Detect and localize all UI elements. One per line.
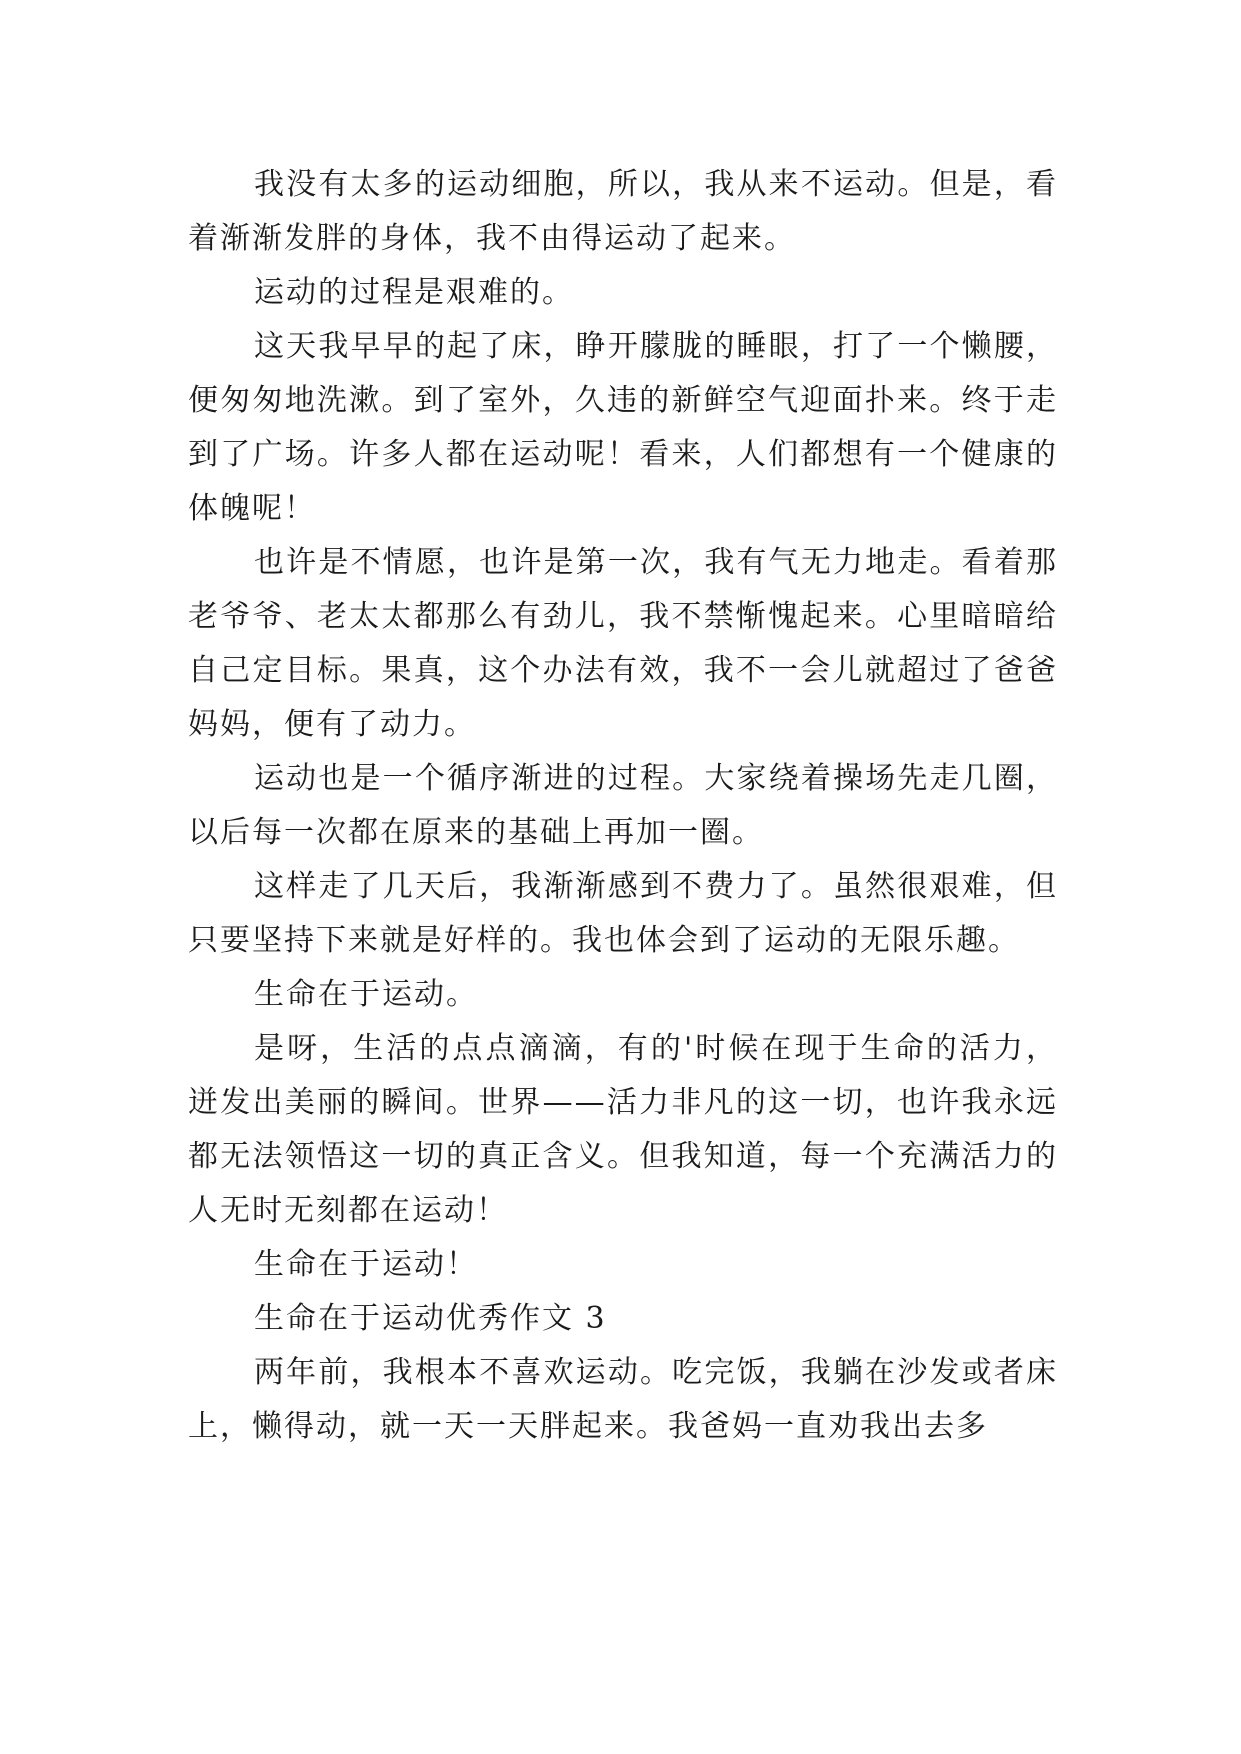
paragraph: 也许是不情愿，也许是第一次，我有气无力地走。看着那老爷爷、老太太都那么有劲儿，我不禁惭愧起来。心里暗暗给自己定目标。果真，这个办法有效，我不一会儿就超过了爸爸妈妈，便有了动力。 xyxy=(188,545,1058,742)
paragraph: 两年前，我根本不喜欢运动。吃完饭，我躺在沙发或者床上，懒得动，就一天一天胖起来。我爸妈一直劝我出去多 xyxy=(188,1355,1058,1444)
paragraph: 运动也是一个循序渐进的过程。大家绕着操场先走几圈，以后每一次都在原来的基础上再加一圈。 xyxy=(188,761,1058,850)
paragraph: 我没有太多的运动细胞，所以，我从来不运动。但是，看着渐渐发胖的身体，我不由得运动了起来。 xyxy=(188,167,1058,256)
paragraph: 运动的过程是艰难的。 xyxy=(254,275,574,310)
paragraph: 生命在于运动！ xyxy=(254,1247,478,1282)
paragraph: 这样走了几天后，我渐渐感到不费力了。虽然很艰难，但只要坚持下来就是好样的。我也体会到了运动的无限乐趣。 xyxy=(188,869,1058,958)
paragraph: 是呀，生活的点点滴滴，有的'时候在现于生命的活力，迸发出美丽的瞬间。世界——活力非凡的这一切，也许我永远都无法领悟这一切的真正含义。但我知道，每一个充满活力的人无时无刻都在运动！ xyxy=(188,1031,1058,1228)
section-heading: 生命在于运动优秀作文 3 xyxy=(254,1301,607,1336)
paragraph: 生命在于运动。 xyxy=(254,977,478,1012)
document-body xyxy=(188,158,1058,1454)
paragraph: 这天我早早的起了床，睁开朦胧的睡眼，打了一个懒腰，便匆匆地洗漱。到了室外，久违的新鲜空气迎面扑来。终于走到了广场。许多人都在运动呢！看来，人们都想有一个健康的体魄呢！ xyxy=(188,329,1058,526)
